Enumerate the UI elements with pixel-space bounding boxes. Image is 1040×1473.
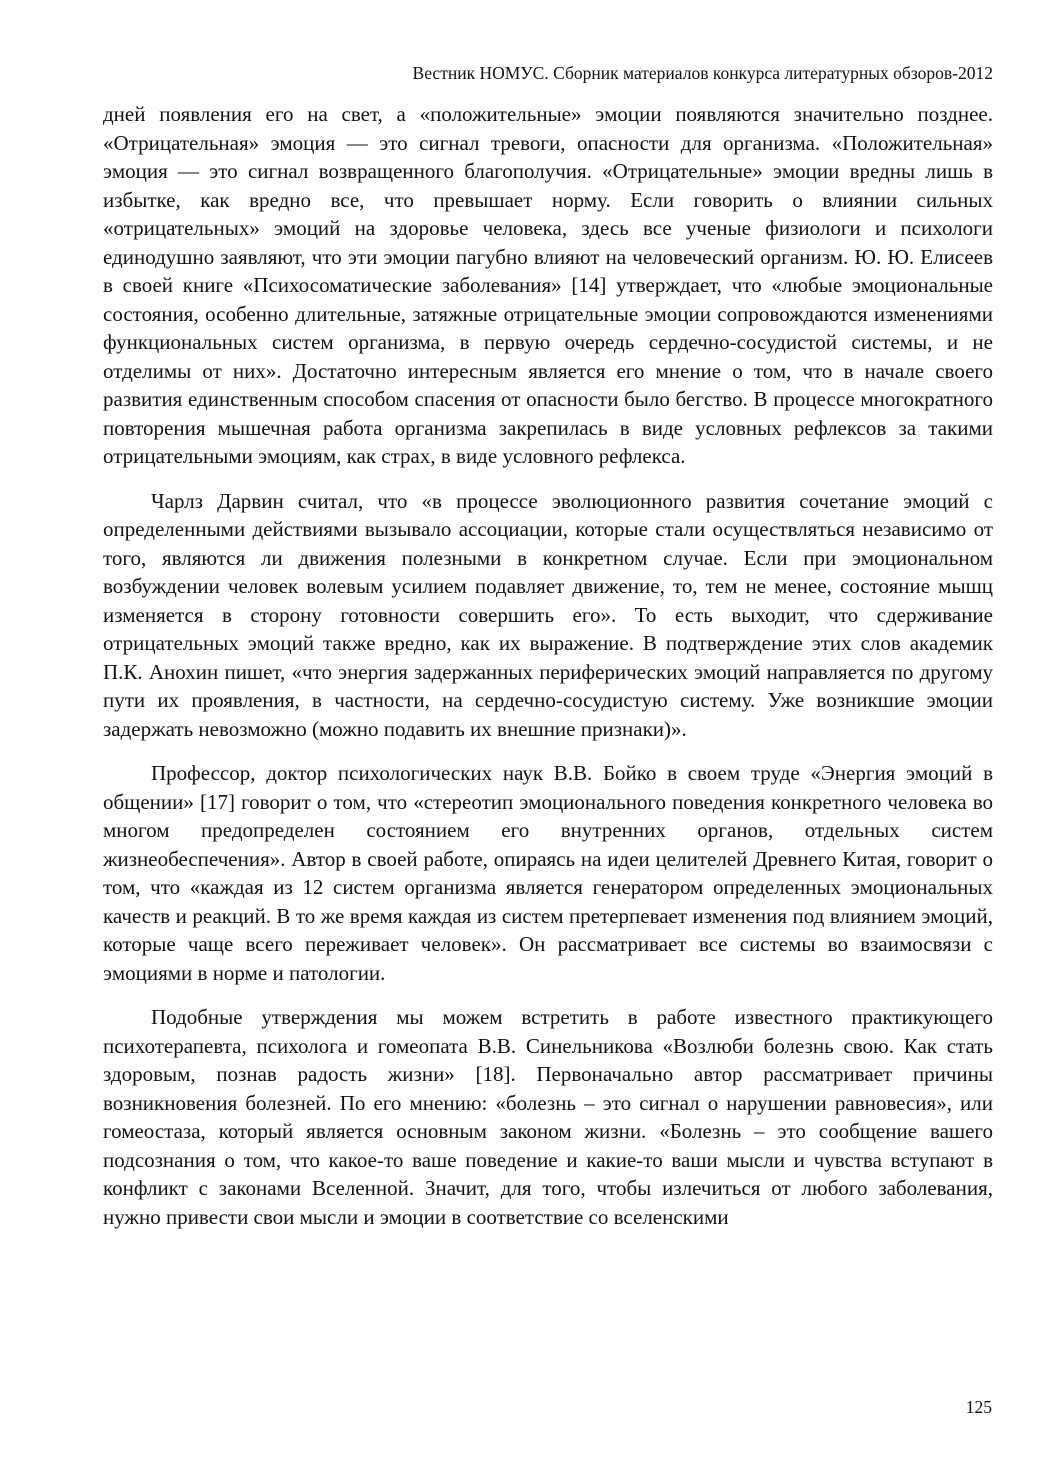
paragraph-darwin: Чарлз Дарвин считал, что «в процессе эволюционного развития сочетание эмоций с определенными действиями вызывало ассоциации, которые стали осуществляться независимо от того, являются ли движения полезными в конкретном случае. Если при эмоциональном возбуждении человек волевым усилием подавляет движение, то, тем не менее, состояние мышц изменяется в сторону готовности совершить его». То есть выходит, что сдерживание отрицательных эмоций также вредно, как их выражение. В подтверждение этих слов академик П.К. Анохин пишет, «что энергия задержанных периферических эмоций направляется по другому пути их проявления, в частности, на сердечно-сосудистую систему. Уже возникшие эмоции задержать невозможно (можно подавить их внешние признаки)». <box>103 488 993 741</box>
running-header: Вестник НОМУС. Сборник материалов конкурса литературных обзоров-2012 <box>412 63 993 83</box>
body-text <box>103 100 993 1247</box>
paragraph-sinelnikov: Подобные утверждения мы можем встретить в работе известного практикующего психотерапевта, психолога и гомеопата В.В. Синельникова «Возлюби болезнь свою. Как стать здоровым, познав радость жизни» [18]. Первоначально автор рассматривает причины возникновения болезней. По его мнению: «болезнь – это сигнал о нарушении равновесия», или гомеостаза, который является основным законом жизни. «Болезнь – это сообщение вашего подсознания о том, что какое-то ваше поведение и какие-то ваши мысли и чувства вступают в конфликт с законами Вселенной. Значит, для того, чтобы излечиться от любого заболевания, нужно привести свои мысли и эмоции в соответствие со вселенскими <box>103 1005 993 1229</box>
page-number: 125 <box>965 1397 992 1417</box>
paragraph-boyko: Профессор, доктор психологических наук В.В. Бойко в своем труде «Энергия эмоций в общении» [17] говорит о том, что «стереотип эмоционального поведения конкретного человека во многом предопределен состоянием его внутренних органов, отдельных систем жизнеобеспечения». Автор в своей работе, опираясь на идеи целителей Древнего Китая, говорит о том, что «каждая из 12 систем организма является генератором определенных эмоциональных качеств и реакций. В то же время каждая из систем претерпевает изменения под влиянием эмоций, которые чаще всего переживает человек». Он рассматривает все системы во взаимосвязи с эмоциями в норме и патологии. <box>103 761 993 985</box>
paragraph-continuation: дней появления его на свет, а «положительные» эмоции появляются значительно позднее. «Отрицательная» эмоция — это сигнал тревоги, опасности для организма. «Положительная» эмоция — это сигнал возвращенного благополучия. «Отрицательные» эмоции вредны лишь в избытке, как вредно все, что превышает норму. Если говорить о влиянии сильных «отрицательных» эмоций на здоровье человека, здесь все ученые физиологи и психологи единодушно заявляют, что эти эмоции пагубно влияют на человеческий организм. Ю. Ю. Елисеев в своей книге «Психосоматические заболевания» [14] утверждает, что «любые эмоциональные состояния, особенно длительные, затяжные отрицательные эмоции сопровождаются изменениями функциональных систем организма, в первую очередь сердечно-сосудистой системы, и не отделимы от них». Достаточно интересным является его мнение о том, что в начале своего развития единственным способом спасения от опасности было бегство. В процессе многократного повторения мышечная работа организма закрепилась в виде условных рефлексов за такими отрицательными эмоциям, как страх, в виде условного рефлекса. <box>103 102 993 468</box>
